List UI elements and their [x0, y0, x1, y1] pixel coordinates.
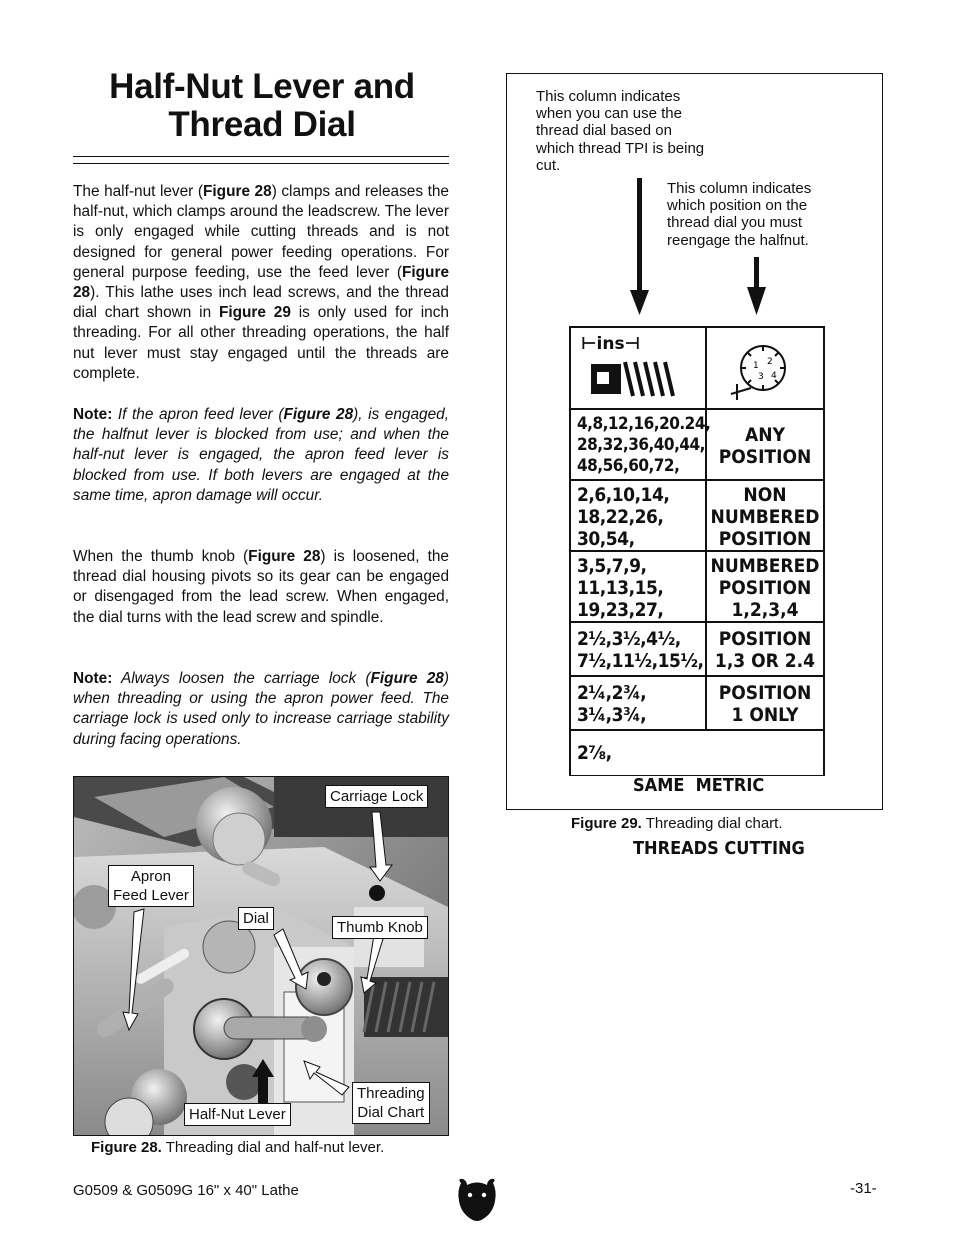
section-title [72, 68, 452, 144]
table-row [571, 479, 823, 552]
tpi-cell: 2,6,10,14, 18,22,26, 30,54, [577, 483, 670, 550]
bear-logo-icon [455, 1177, 499, 1223]
figure-28-photo [73, 776, 449, 1136]
thread-screw-icon [589, 358, 689, 400]
footer-page-number: -31- [850, 1180, 877, 1197]
note-carriage-lock: Note: Always loosen the carriage lock (Figure 28) when threading or using the apron power feed. The carriage lock is used only to increase carriage stability during facing operations. [73, 670, 449, 748]
position-cell: ANY POSITION [718, 423, 812, 468]
tpi-cell: 3,5,7,9, 11,13,15, 19,23,27, [577, 554, 664, 621]
tpi-cell: 2⅞, [577, 742, 612, 764]
table-header-row [571, 328, 823, 408]
note-apron-feed-lever: Note: If the apron feed lever (Figure 28), is engaged, the halfnut lever is blocked from use; and when the half-nut lever is engaged, the apron feed lever is blocked from use. If both levers are engaged at the same time, apron damage will occur. [73, 406, 450, 504]
table-row [571, 408, 823, 481]
position-cell: NON NUMBERED POSITION [710, 483, 820, 550]
label-dial: Dial [238, 907, 274, 930]
pointer-arrows [620, 175, 780, 320]
table-row [571, 675, 823, 731]
arrow-down-icon [630, 178, 649, 315]
dial-number-2: 2 [767, 357, 773, 367]
figure-29-caption: Figure 29. Threading dial chart. [571, 815, 783, 832]
position-cell: POSITION 1 ONLY [718, 682, 812, 726]
label-threading-dial-chart: Threading Dial Chart [352, 1082, 430, 1124]
title-rule-bottom [73, 163, 449, 164]
label-carriage-lock: Carriage Lock [325, 785, 428, 808]
dial-number-3: 3 [758, 372, 764, 382]
label-half-nut-lever: Half-Nut Lever [184, 1103, 291, 1126]
label-thumb-knob: Thumb Knob [332, 916, 428, 939]
thread-dial-icon [721, 342, 811, 404]
dial-number-1: 1 [753, 361, 759, 371]
figure-28-caption: Figure 28. Threading dial and half-nut lever. [91, 1139, 385, 1156]
position-cell: POSITION 1,3 OR 2.4 [714, 628, 816, 672]
column-note-position: This column indicates which position on the thread dial you must reengage the halfnut. [667, 180, 812, 249]
label-apron-feed-lever: Apron Feed Lever [108, 865, 194, 907]
tpi-cell: 2½,3½,4½, 7½,11½,15½, [577, 628, 704, 672]
ins-label: ⊢ins⊣ [581, 334, 641, 354]
table-row [571, 550, 823, 623]
metric-note: SAME METRIC THREADS CUTTING [633, 775, 805, 859]
arrow-down-icon [747, 257, 766, 315]
column-note-tpi: This column indicates when you can use the thread dial based on which thread TPI is being cut. [536, 88, 705, 174]
section-title-line-2: Thread Dial [168, 105, 356, 144]
footer-model: G0509 & G0509G 16" x 40" Lathe [73, 1182, 299, 1199]
table-row [571, 621, 823, 677]
title-rule-top [73, 156, 449, 157]
tpi-cell: 2¼,2¾, 3¼,3¾, [577, 682, 647, 726]
position-cell: NUMBERED POSITION 1,2,3,4 [710, 554, 820, 621]
tpi-cell: 4,8,12,16,20.24, 28,32,36,40,44, 48,56,60,72, [577, 414, 711, 476]
section-title-line-1: Half-Nut Lever and [109, 67, 415, 106]
paragraph-thumb-knob: When the thumb knob (Figure 28) is loosened, the thread dial housing pivots so its gear can be engaged or disengaged from the lead screw. When engaged, the dial turns with the lead screw and spindle. [73, 548, 449, 626]
paragraph-half-nut-lever: The half-nut lever (Figure 28) clamps and releases the half-nut, which clamps around the leadscrew. The lever is only engaged while cutting threads and is not designed for general power feeding operations. For general purpose feeding, use the feed lever (Figure 28). This lathe uses inch lead screws, and the thread dial chart shown in Figure 29 is only used for inch threading. For all other threading operations, the half nut lever must stay engaged until the threads are complete. [73, 183, 449, 382]
dial-number-4: 4 [771, 371, 777, 381]
